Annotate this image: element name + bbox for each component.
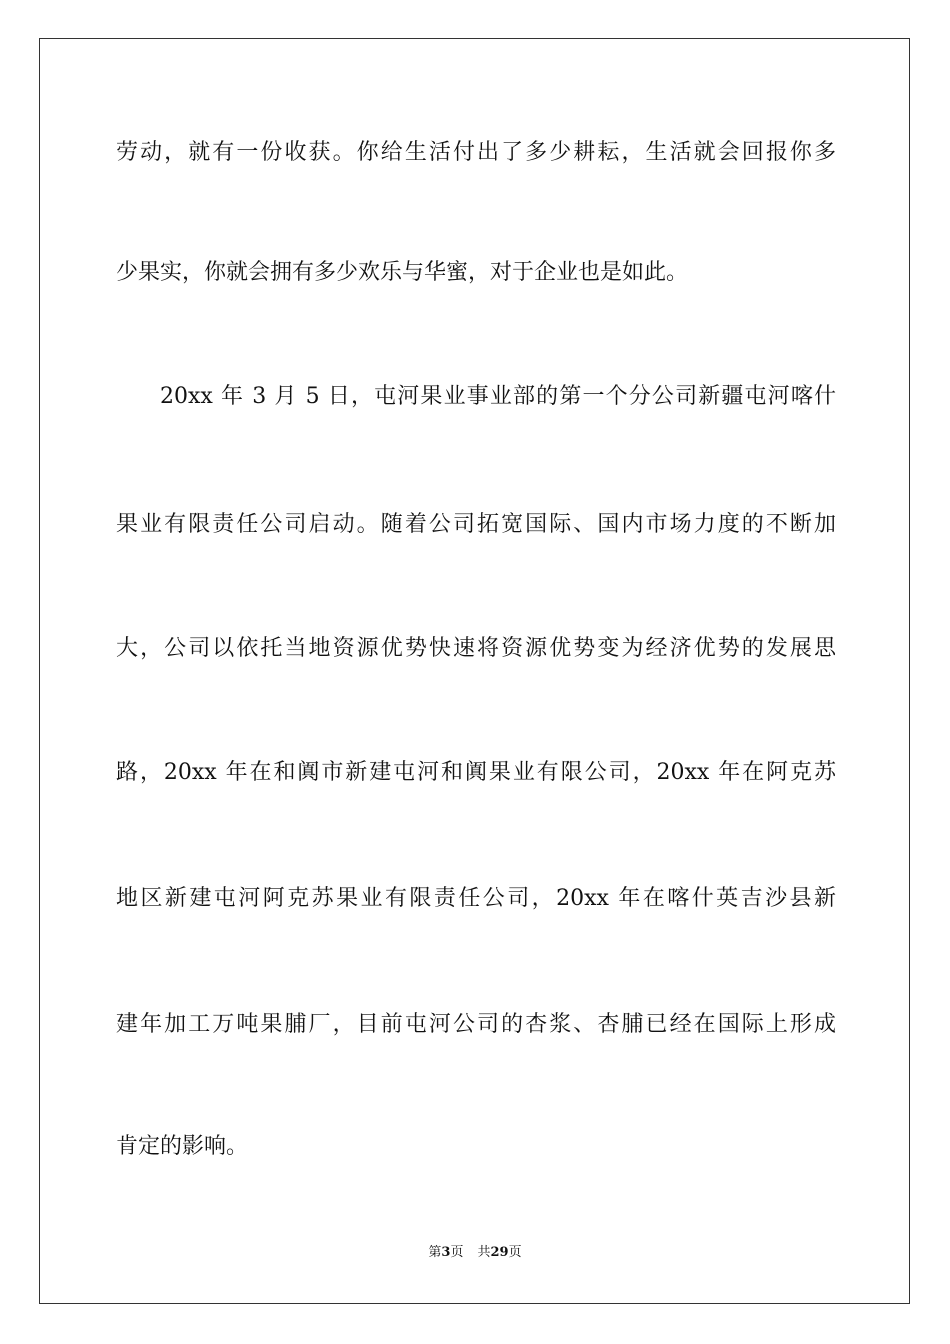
paragraph-line: 肯定的影响。 — [116, 1134, 249, 1159]
current-page-number: 3 — [441, 1245, 451, 1260]
footer-page-suffix: 页 — [450, 1245, 464, 1260]
footer-total-suffix: 页 — [508, 1245, 522, 1260]
page-frame — [39, 38, 910, 1304]
page-footer — [0, 1244, 950, 1262]
paragraph-line: 地区新建屯河阿克苏果业有限责任公司，20xx 年在喀什英吉沙县新 — [116, 886, 836, 911]
paragraph-line: 20xx 年 3 月 5 日，屯河果业事业部的第一个分公司新疆屯河喀什 — [160, 384, 836, 409]
paragraph-line: 果业有限责任公司启动。随着公司拓宽国际、国内市场力度的不断加 — [116, 512, 836, 537]
paragraph-line: 建年加工万吨果脯厂，目前屯河公司的杏浆、杏脯已经在国际上形成 — [116, 1012, 836, 1037]
paragraph-line: 少果实，你就会拥有多少欢乐与华蜜，对于企业也是如此。 — [116, 260, 689, 285]
footer-prefix: 第 — [428, 1245, 442, 1260]
total-pages-number: 29 — [490, 1245, 509, 1260]
paragraph-line: 大，公司以依托当地资源优势快速将资源优势变为经济优势的发展思 — [116, 636, 836, 661]
paragraph-line: 路，20xx 年在和阗市新建屯河和阗果业有限公司，20xx 年在阿克苏 — [116, 760, 836, 785]
paragraph-line: 劳动，就有一份收获。你给生活付出了多少耕耘，生活就会回报你多 — [116, 140, 836, 165]
footer-total-prefix: 共 — [477, 1245, 491, 1260]
